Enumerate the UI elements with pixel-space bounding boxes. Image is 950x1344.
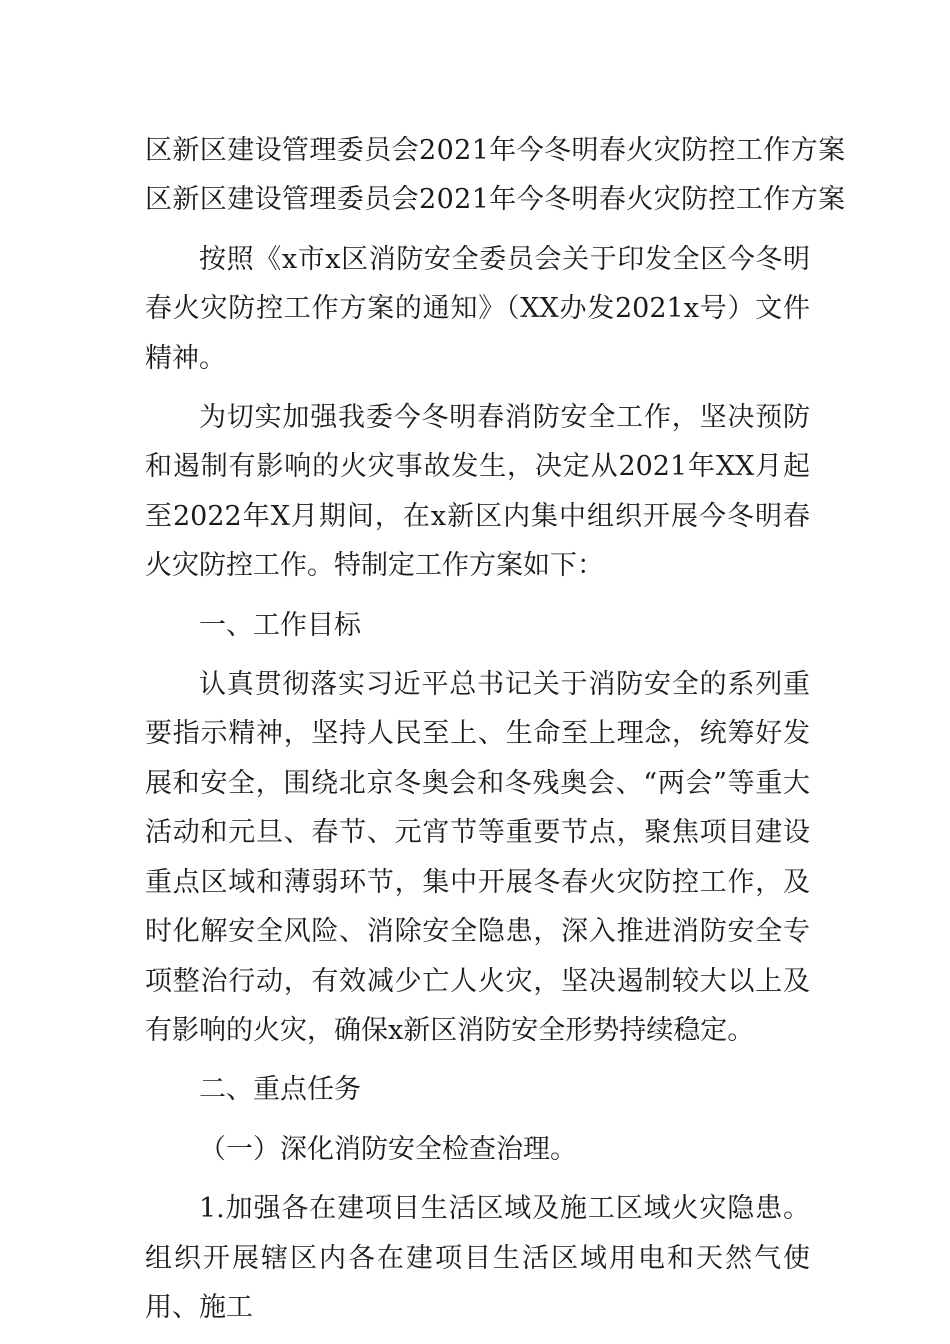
section-heading-work-goals: 一、工作目标	[199, 609, 361, 641]
document-body	[145, 126, 846, 1342]
document-title-line-2: 区新区建设管理委员会2021年今冬明春火灾防控工作方案	[145, 184, 846, 216]
intro-paragraph: 按照《x市x区消防安全委员会关于印发全区今冬明春火灾防控工作方案的通知》（XX办发2021x号）文件精神。	[145, 243, 810, 374]
section-heading-key-tasks: 二、重点任务	[199, 1074, 361, 1106]
document-title-line-1: 区新区建设管理委员会2021年今冬明春火灾防控工作方案	[145, 135, 846, 166]
work-goals-paragraph: 认真贯彻落实习近平总书记关于消防安全的系列重要指示精神，坚持人民至上、生命至上理念，统筹好发展和安全，围绕北京冬奥会和冬残奥会、“两会”等重大活动和元旦、春节、元宵节等重要节点，聚焦项目建设重点区域和薄弱环节，集中开展冬春火灾防控工作，及时化解安全风险、消除安全隐患，深入推进消防安全专项整治行动，有效减少亡人火灾，坚决遏制较大以上及有影响的火灾，确保x新区消防安全形势持续稳定。	[145, 669, 810, 1046]
task-item-1-paragraph: 1.加强各在建项目生活区域及施工区域火灾隐患。组织开展辖区内各在建项目生活区域用电和天然气使用、施工	[145, 1193, 810, 1323]
purpose-paragraph: 为切实加强我委今冬明春消防安全工作，坚决预防和遏制有影响的火灾事故发生，决定从2021年XX月起至2022年X月期间，在x新区内集中组织开展今冬明春火灾防控工作。特制定工作方案如下：	[145, 402, 810, 582]
subsection-heading-safety-inspection: （一）深化消防安全检查治理。	[199, 1133, 577, 1165]
